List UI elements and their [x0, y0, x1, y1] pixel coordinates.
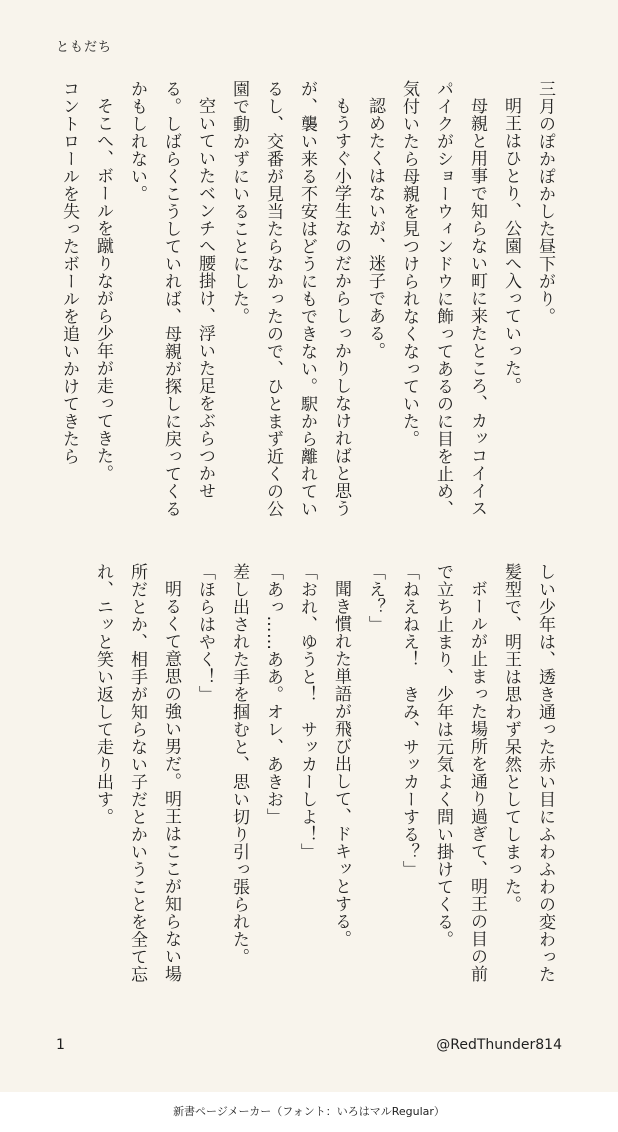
paragraph: もうすぐ小学生なのだからしっかりしなければと思うが、襲い来る不安はどうにもできない。駅から離れているし、交番が見当たらなかったので、ひとまず近くの公園で動かずにいることにした。 [229, 80, 351, 518]
text-block-top [56, 80, 562, 525]
paragraph: 差し出された手を掴むと、思い切り引っ張られた。 [229, 563, 249, 966]
paragraph: ボールが止まった場所を通り過ぎて、明王の目の前で立ち止まり、少年は元気よく問い掛けてくる。 [433, 563, 487, 983]
story-title: ともだち [56, 40, 113, 55]
paragraph: 聞き慣れた単語が飛び出して、ドキッとする。 [331, 580, 351, 948]
paragraph: コントロールを失ったボールを追いかけてきたら [59, 80, 79, 465]
text-block-bottom [56, 563, 562, 988]
paragraph: そこへ、ボールを蹴りながら少年が走ってきた。 [93, 97, 113, 482]
paragraph: 母親と用事で知らない町に来たところ、カッコイイスパイクがショーウィンドウに飾ってあるのに目を止め、気付いたら母親を見つけられなくなっていた。 [399, 80, 487, 518]
paragraph: 空いていたベンチへ腰掛け、浮いた足をぶらつかせる。しばらくこうしていれば、母親が探しに戻ってくるかもしれない。 [127, 80, 215, 518]
dialogue-line: 「ねえねえ！ きみ、サッカーする？」 [399, 563, 419, 878]
dialogue-line: 「ほらはやく！」 [195, 563, 215, 703]
paragraph: 認めたくはないが、迷子である。 [365, 97, 385, 360]
paragraph: しい少年は、透き通った赤い目にふわふわの変わった髪型で、明王は思わず呆然としてしまった。 [501, 563, 555, 983]
paragraph: 明るくて意思の強い男だ。明王はここが知らない場所だとか、相手が知らない子だとかいうことを全て忘れ、ニッと笑い返して走り出す。 [93, 563, 181, 983]
dialogue-line: 「え？」 [365, 563, 385, 633]
dialogue-line: 「あっ……ああ。オレ、あきお」 [263, 563, 283, 826]
paragraph: 明王はひとり、公園へ入っていった。 [501, 97, 521, 395]
generator-credit: 新書ページメーカー（フォント：いろはマルRegular） [173, 1105, 445, 1118]
author-handle: @RedThunder814 [436, 1037, 562, 1053]
page-number: 1 [56, 1037, 65, 1053]
dialogue-line: 「おれ、ゆうと！ サッカーしよ！」 [297, 563, 317, 861]
paragraph: 三月のぽかぽかした昼下がり。 [535, 80, 555, 325]
